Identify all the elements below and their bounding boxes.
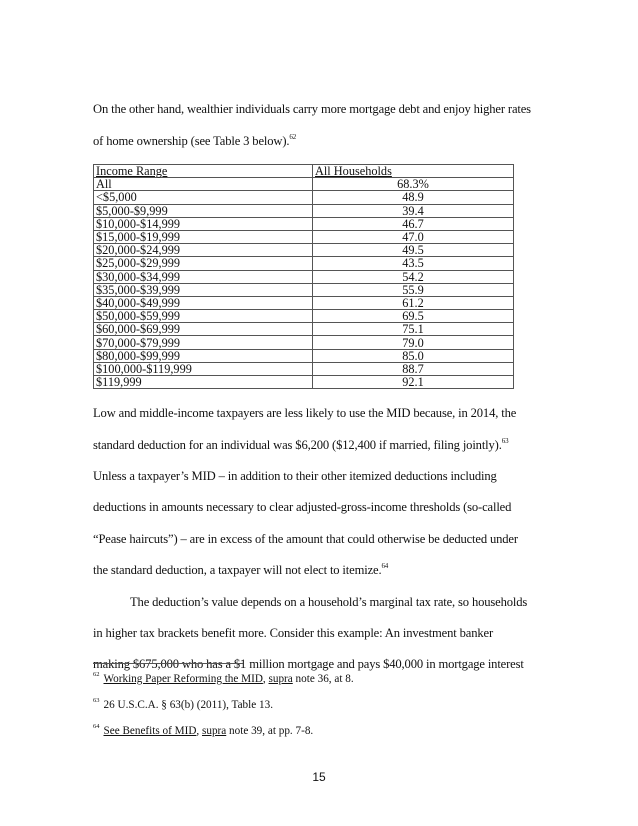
income-range-cell: $100,000-$119,999 — [94, 362, 313, 375]
income-homeownership-table — [93, 164, 514, 389]
body-text-line: Unless a taxpayer’s MID – in addition to their other itemized deductions including — [93, 469, 497, 483]
income-range-cell: $35,000-$39,999 — [94, 283, 313, 296]
income-range-cell: $25,000-$29,999 — [94, 257, 313, 270]
income-range-cell: $40,000-$49,999 — [94, 296, 313, 309]
table-row — [94, 217, 514, 230]
households-value-cell: 48.9 — [313, 191, 514, 204]
households-value-cell: 79.0 — [313, 336, 514, 349]
footnote-62: $^{62}$ Working Paper Reforming the MID, supra note 36, at 8. — [93, 671, 354, 685]
footnote-ref[interactable]: 64 — [381, 562, 389, 570]
households-value-cell: 75.1 — [313, 323, 514, 336]
households-value-cell: 92.1 — [313, 376, 514, 389]
table-row — [94, 296, 514, 309]
table-row — [94, 204, 514, 217]
income-range-cell: $50,000-$59,999 — [94, 310, 313, 323]
body-text-line: making $675,000 who has a $1 million mortgage and pays $40,000 in mortgage interest — [93, 657, 524, 671]
table-row — [94, 349, 514, 362]
households-value-cell: 49.5 — [313, 244, 514, 257]
income-range-cell: $15,000-$19,999 — [94, 230, 313, 243]
households-value-cell: 68.3% — [313, 178, 514, 191]
households-value-cell: 54.2 — [313, 270, 514, 283]
body-text-line: On the other hand, wealthier individuals carry more mortgage debt and enjoy higher rates — [93, 102, 531, 116]
footnote-divider — [93, 663, 243, 664]
footnote-ref[interactable]: 62 — [289, 133, 297, 141]
table-row — [94, 376, 514, 389]
table-row — [94, 178, 514, 191]
table-row — [94, 336, 514, 349]
page-number: 15 — [312, 770, 326, 784]
households-value-cell: 61.2 — [313, 296, 514, 309]
footnote-citation-link[interactable]: Working Paper Reforming the MID — [103, 673, 263, 685]
table-row — [94, 323, 514, 336]
households-value-cell: 55.9 — [313, 283, 514, 296]
table-row — [94, 362, 514, 375]
income-range-cell: <$5,000 — [94, 191, 313, 204]
body-text-line: standard deduction for an individual was $6,200 ($12,400 if married, filing jointly).$^{63}$ — [93, 437, 509, 452]
table-row — [94, 230, 514, 243]
income-range-cell: $80,000-$99,999 — [94, 349, 313, 362]
households-value-cell: 39.4 — [313, 204, 514, 217]
table-row — [94, 257, 514, 270]
income-range-cell: $30,000-$34,999 — [94, 270, 313, 283]
header-all-households: All Households — [313, 165, 514, 178]
income-range-cell: $70,000-$79,999 — [94, 336, 313, 349]
households-value-cell: 88.7 — [313, 362, 514, 375]
households-value-cell: 69.5 — [313, 310, 514, 323]
footnote-63: $^{63}$ 26 U.S.C.A. § 63(b) (2011), Table 13. — [93, 697, 273, 711]
households-value-cell: 46.7 — [313, 217, 514, 230]
income-range-cell: $20,000-$24,999 — [94, 244, 313, 257]
body-text-line: the standard deduction, a taxpayer will not elect to itemize.$^{64}$ — [93, 562, 389, 577]
households-value-cell: 43.5 — [313, 257, 514, 270]
income-range-cell: All — [94, 178, 313, 191]
footnote-ref[interactable]: 63 — [501, 437, 509, 445]
footnote-citation-link[interactable]: See Benefits of MID — [103, 725, 197, 737]
income-range-cell: $5,000-$9,999 — [94, 204, 313, 217]
body-text-line: Low and middle-income taxpayers are less likely to use the MID because, in 2014, the — [93, 406, 517, 420]
table-row — [94, 270, 514, 283]
body-text-line: of home ownership (see Table 3 below).$^{62}$ — [93, 133, 297, 148]
table-header-row — [94, 165, 514, 178]
table-row — [94, 283, 514, 296]
footnote-64: $^{64}$ See Benefits of MID, supra note 39, at pp. 7-8. — [93, 723, 314, 737]
body-text-line: deductions in amounts necessary to clear adjusted-gross-income thresholds (so-called — [93, 500, 512, 514]
income-range-cell: $119,999 — [94, 376, 313, 389]
header-income-range: Income Range — [94, 165, 313, 178]
table-row — [94, 191, 514, 204]
body-text-line: in higher tax brackets benefit more. Consider this example: An investment banker — [93, 626, 493, 640]
table-row — [94, 310, 514, 323]
households-value-cell: 47.0 — [313, 230, 514, 243]
body-text-line: “Pease haircuts”) – are in excess of the amount that could otherwise be deducted under — [93, 532, 518, 546]
body-text-line: The deduction’s value depends on a household’s marginal tax rate, so households — [130, 595, 528, 609]
income-range-cell: $10,000-$14,999 — [94, 217, 313, 230]
table-row — [94, 244, 514, 257]
households-value-cell: 85.0 — [313, 349, 514, 362]
income-range-cell: $60,000-$69,999 — [94, 323, 313, 336]
